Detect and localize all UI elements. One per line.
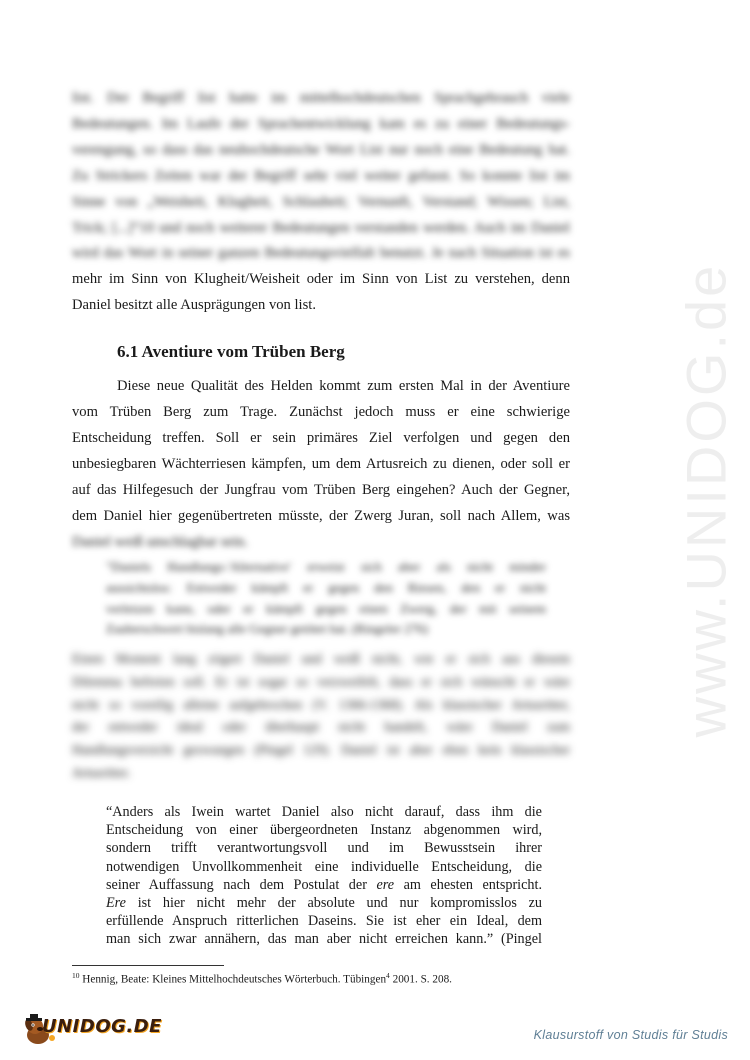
text-line: man sich zwar annähern, das man aber nicht erreichen kann.” (Pingel <box>106 931 542 948</box>
footnote-text-tail: 2001. S. 208. <box>389 973 452 986</box>
upper-paragraph-blurred <box>72 86 570 267</box>
text-segment: am ehesten entspricht. <box>394 876 542 893</box>
text-line: Einen Moment lang zögert Daniel und weiß nicht, wie er sich aus diesem <box>72 651 570 666</box>
text-segment: seiner Auffassung nach dem Postulat der <box>106 876 377 893</box>
text-line: vom Trüben Berg zum Trage. Zunächst jedoch muss er eine schwierige <box>72 403 570 420</box>
section-paragraph <box>72 374 570 529</box>
text-line: Zu Strickers Zeiten war der Begriff sehr viel weiter gefasst. So konnte list im <box>72 167 570 184</box>
italic-term: ere <box>376 876 395 893</box>
upper-paragraph-visible <box>72 267 570 319</box>
text-line: Diese neue Qualität des Helden kommt zum ersten Mal in der Aventiure <box>117 378 570 394</box>
text-line: “Anders als Iwein wartet Daniel also nicht darauf, dass ihm die <box>106 804 542 820</box>
text-line: nicht so voreilig alleine aufgebrochen (V. 1366-1368). Als klassischer Artusritter, <box>72 696 570 712</box>
text-line: erfüllende Anspruch ritterlichen Daseins. Sie ist eher ein Ideal, dem <box>106 913 542 930</box>
text-line: aussichtslos: Entweder kämpft er gegen den Riesen, den er nicht <box>106 579 546 595</box>
italic-term: Ere <box>106 895 126 912</box>
text-line: auf das Hilfegesuch der Jungfrau vom Trüben Berg eingehen? Auch der Gegner, <box>72 481 570 498</box>
text-line: Daniel besitzt alle Ausprägungen von list. <box>72 296 316 313</box>
text-line: "Daniels Handlungs-'Alternative' erweist sich aber als nicht minder <box>106 559 546 574</box>
text-line: Zauberschwert bislang alle Gegner getötet hat. (Ringeler 276) <box>106 621 428 637</box>
text-line: Entscheidung treffen. Soll er sein primäres Ziel verfolgen und gegen den <box>72 429 570 446</box>
footnote-number: 10 <box>72 971 80 980</box>
text-line: Entscheidung von einer übergeordneten Instanz abgenommen wird, <box>106 822 542 839</box>
logo-text: UNIDOG.DE <box>42 1016 162 1037</box>
text-line: dem Daniel hier gegenübertreten müsste, der Zwerg Juran, soll nach Allem, was <box>72 507 570 524</box>
text-line: Handlungsverzicht gezwungen (Pingel 129). Daniel ist aber eben kein klassischer <box>72 742 570 758</box>
section-heading: 6.1 Aventiure vom Trüben Berg <box>117 342 345 361</box>
block-quote-blurred <box>106 557 546 640</box>
text-line: Trick; [...]“10 und noch weiterer Bedeutungen verstanden werden. Auch im Daniel <box>72 219 570 236</box>
text-line: verengung, so dass das neuhochdeutsche Wort List nur noch eine Bedeutung hat. <box>72 141 570 158</box>
text-line <box>106 894 542 912</box>
footnote-divider <box>72 965 224 966</box>
footnote-text: Hennig, Beate: Kleines Mittelhochdeutsches Wörterbuch. Tübingen <box>79 973 387 986</box>
middle-paragraph-blurred <box>72 648 570 785</box>
text-line: Dilemma befreien soll. Er ist sogar so verzweifelt, dass er sich wünscht er wäre <box>72 673 570 689</box>
text-line: Bedeutungen. Im Laufe der Sprachentwicklung kam es zu einer Bedeutungs- <box>72 115 570 132</box>
footnote <box>72 971 452 986</box>
text-segment: ist hier nicht mehr der absolute und nur kompromisslos zu <box>125 895 542 912</box>
text-line: sondern trifft verantwortungsvoll und im Bewusstsein ihrer <box>106 840 542 857</box>
footnote-edition: 4 <box>386 971 390 980</box>
text-line: mehr im Sinn von Klugheit/Weisheit oder im Sinn von List zu verstehen, denn <box>72 271 570 287</box>
section-paragraph-blurred-tail <box>72 530 570 556</box>
text-line: list. Der Begriff list hatte im mittelhochdeutschen Sprachgebrauch viele <box>72 90 570 106</box>
text-line: unbesiegbaren Wächterriesen kämpfen, um dem Artusreich zu dienen, oder soll er <box>72 455 570 472</box>
text-line: verletzen kann, oder er kämpft gegen einen Zwerg, der mit seinem <box>106 600 546 616</box>
text-line: wird das Wort in seiner ganzen Bedeutungsvielfalt benutzt. Je nach Situation ist es <box>72 245 570 262</box>
watermark: www.UNIDOG.de <box>674 262 738 738</box>
text-line: Daniel weiß unschlagbar sein. <box>72 534 248 550</box>
text-line: Artusritter. <box>72 764 131 780</box>
text-line <box>106 876 542 894</box>
text-line: notwendigen Unvollkommenheit eine individuelle Entscheidung, die <box>106 858 542 875</box>
footer-slogan: Klausurstoff von Studis für Studis <box>533 1028 728 1042</box>
text-line: Sinne von „Weisheit, Klugheit, Schlauheit; Vernunft, Verstand; Wissen; List, <box>72 193 570 210</box>
text-line: der entweder ideal oder überhaupt nicht handelt, wäre Daniel zum <box>72 719 570 735</box>
block-quote <box>106 803 542 949</box>
